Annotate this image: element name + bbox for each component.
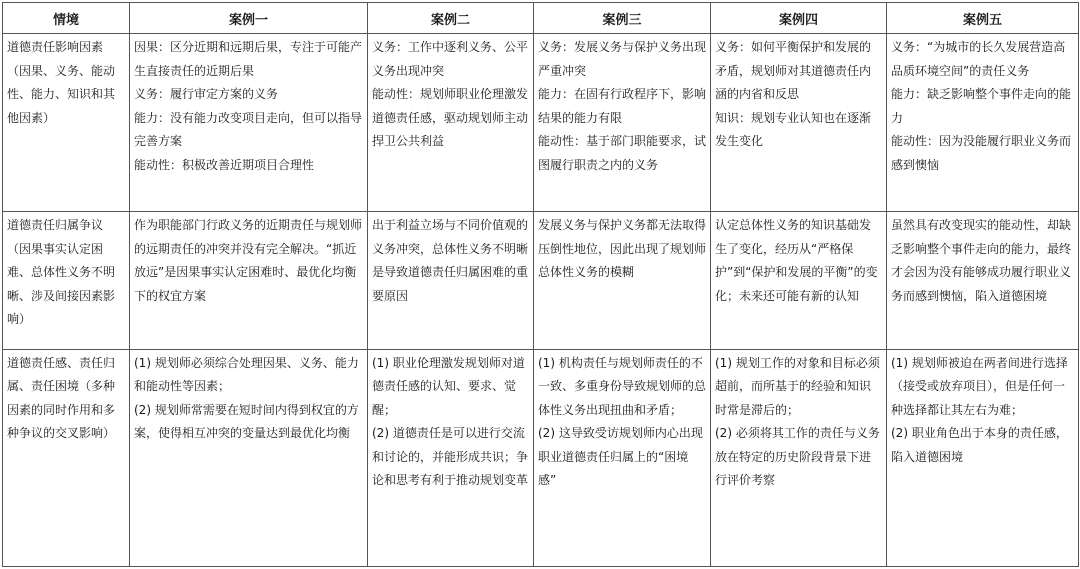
cell-text: 道德责任感、责任归属、责任困境（多种因素的同时作用和多种争议的交叉影响） xyxy=(7,355,116,441)
table-cell xyxy=(887,212,1079,349)
cell-text: 义务：“为城市的长久发展营造高品质环境空间”的责任义务 xyxy=(891,40,1066,78)
table-cell xyxy=(368,34,534,212)
table-cell xyxy=(534,349,711,566)
table-cell xyxy=(887,34,1079,212)
table-cell xyxy=(711,34,887,212)
cell-text: 义务：如何平衡保护和发展的矛盾，规划师对其道德责任内涵的内省和反思 xyxy=(715,40,872,101)
cell-text: 出于利益立场与不同价值观的义务冲突，总体性义务不明晰是导致道德责任归属困难的重要原因 xyxy=(372,218,529,303)
row-context-cell xyxy=(3,212,130,349)
cell-text: 道德责任影响因素（因果、义务、能动性、能力、知识和其他因素） xyxy=(7,40,116,125)
header-cell-case-1: 案例一 xyxy=(130,3,368,34)
cell-text: (2) 道德责任是可以进行交流和讨论的，并能形成共识；争论和思考有利于推动规划变革 xyxy=(372,426,529,488)
cell-text: 义务：工作中逐利义务、公平义务出现冲突 xyxy=(372,40,529,78)
table-cell xyxy=(130,349,368,566)
cell-text: 发展义务与保护义务都无法取得压倒性地位，因此出现了规划师总体性义务的模糊 xyxy=(538,218,707,280)
cell-text: 认定总体性义务的知识基础发生了变化，经历从“严格保护”到“保护和发展的平衡”的变化；未来还可能有新的认知 xyxy=(715,218,878,303)
cell-text: 义务：发展义务与保护义务出现严重冲突 xyxy=(538,40,707,78)
cell-text: (1) 职业伦理激发规划师对道德责任感的认知、要求、觉醒； xyxy=(372,355,525,417)
case-comparison-table-container xyxy=(2,2,1078,567)
header-cell-context: 情境 xyxy=(3,3,130,34)
cell-text: 因果：区分近期和远期后果，专注于可能产生直接责任的近期后果 xyxy=(134,40,363,78)
header-cell-case-2: 案例二 xyxy=(368,3,534,34)
case-comparison-table xyxy=(2,2,1079,567)
header-cell-case-4: 案例四 xyxy=(711,3,887,34)
cell-text: 能动性：因为没能履行职业义务而感到懊恼 xyxy=(891,134,1072,172)
cell-text: (1) 规划师必须综合处理因果、义务、能力和能动性等因素； xyxy=(134,355,359,394)
cell-text: 能力：缺乏影响整个事件走向的能力 xyxy=(891,87,1072,125)
cell-text: (2) 职业角色出于本身的责任感，陷入道德困境 xyxy=(891,426,1068,464)
cell-text: 能力：在固有行政程序下，影响结果的能力有限 xyxy=(538,87,707,125)
cell-text: (1) 机构责任与规划师责任的不一致、多重身份导致规划师的总体性义务出现扭曲和矛盾； xyxy=(538,355,707,417)
cell-text: (1) 规划师被迫在两者间进行选择（接受或放弃项目），但是任何一种选择都让其左右为难； xyxy=(891,355,1068,417)
cell-text: 知识：规划专业认知也在逐渐发生变化 xyxy=(715,110,872,148)
header-cell-case-5: 案例五 xyxy=(887,3,1079,34)
header-row xyxy=(3,3,1079,34)
cell-text: (1) 规划工作的对象和目标必须超前，而所基于的经验和知识时常是滞后的； xyxy=(715,355,880,417)
cell-text: (2) 必须将其工作的责任与义务放在特定的历史阶段背景下进行评价考察 xyxy=(715,426,880,488)
table-cell xyxy=(534,212,711,349)
table-row xyxy=(3,34,1079,212)
cell-text: 道德责任归属争议（因果事实认定困难、总体性义务不明晰、涉及间接因素影响） xyxy=(7,218,116,327)
table-cell xyxy=(130,34,368,212)
row-context-cell xyxy=(3,349,130,566)
cell-text: 义务：履行审定方案的义务 xyxy=(134,87,279,101)
table-row xyxy=(3,212,1079,349)
table-cell xyxy=(534,34,711,212)
cell-text: (2) 规划师常需要在短时间内得到权宜的方案，使得相互冲突的变量达到最优化均衡 xyxy=(134,402,359,441)
table-cell xyxy=(711,212,887,349)
table-cell xyxy=(130,212,368,349)
cell-text: 作为职能部门行政义务的近期责任与规划师的远期责任的冲突并没有完全解决。“抓近放远”是因果事实认定困难时、最优化均衡下的权宜方案 xyxy=(134,218,363,303)
cell-text: 能动性：规划师职业伦理激发道德责任感，驱动规划师主动捍卫公共利益 xyxy=(372,87,529,148)
table-cell xyxy=(368,212,534,349)
cell-text: 能动性：积极改善近期项目合理性 xyxy=(134,157,315,172)
table-row xyxy=(3,349,1079,566)
table-cell xyxy=(711,349,887,566)
cell-text: 虽然具有改变现实的能动性，却缺乏影响整个事件走向的能力，最终才会因为没有能够成功履行职业义务而感到懊恼，陷入道德困境 xyxy=(891,218,1072,303)
table-cell xyxy=(887,349,1079,566)
cell-text: 能力：没有能力改变项目走向，但可以指导完善方案 xyxy=(134,110,363,148)
cell-text: 能动性：基于部门职能要求，试图履行职责之内的义务 xyxy=(538,134,707,172)
cell-text: (2) 这导致受访规划师内心出现职业道德责任归属上的“困境感” xyxy=(538,426,703,488)
header-cell-case-3: 案例三 xyxy=(534,3,711,34)
table-cell xyxy=(368,349,534,566)
row-context-cell xyxy=(3,34,130,212)
